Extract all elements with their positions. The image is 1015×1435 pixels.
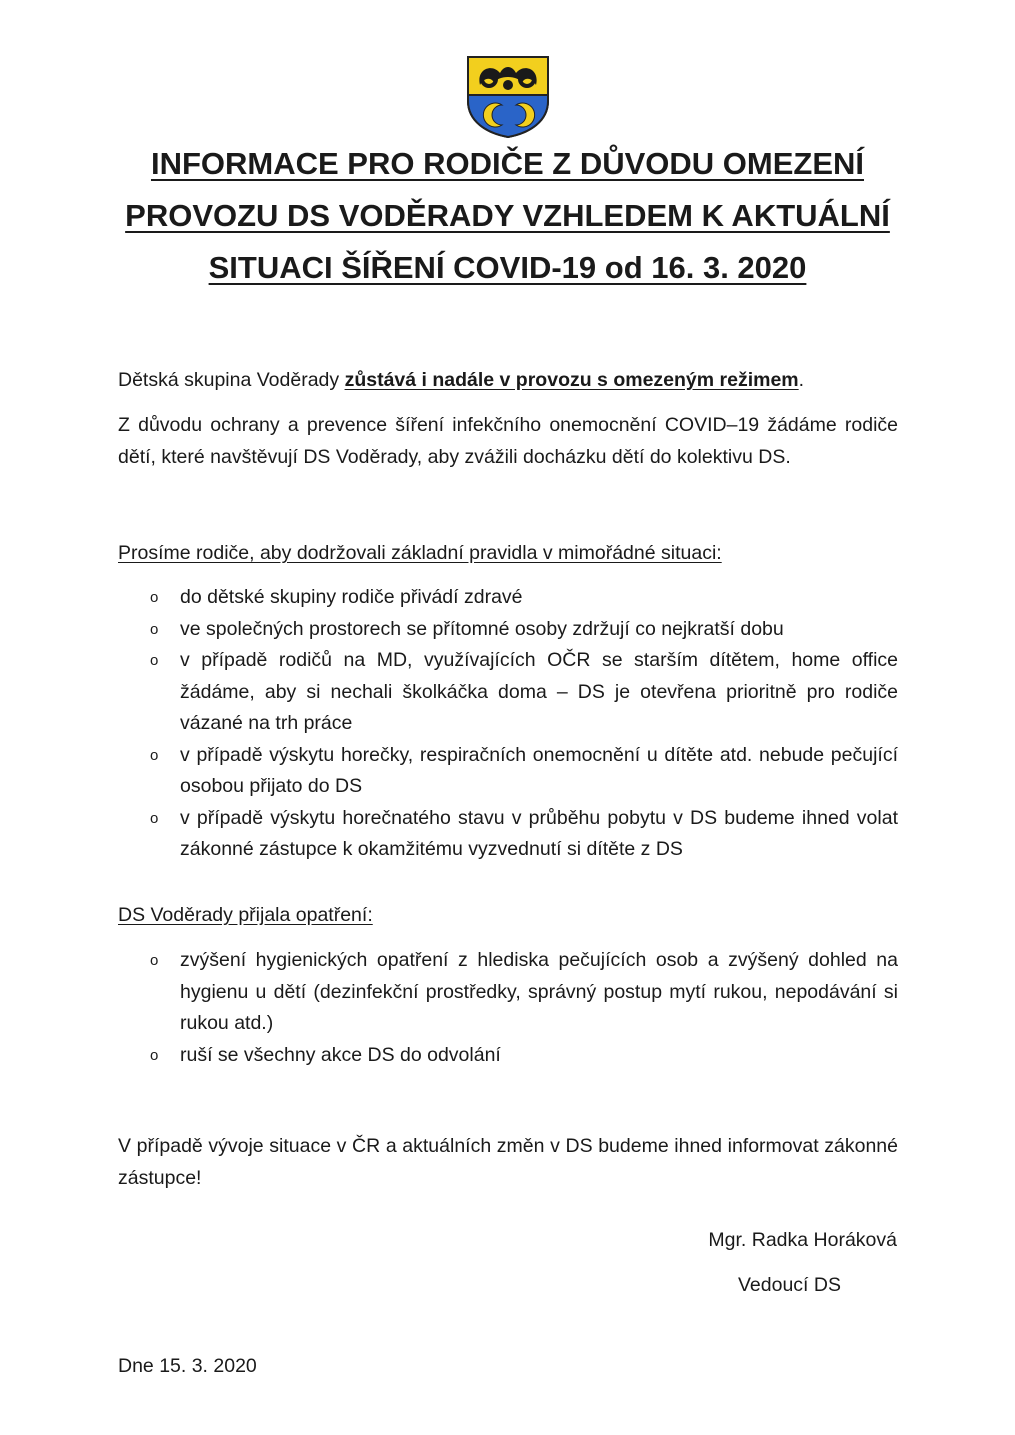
municipal-crest-icon: [466, 55, 550, 139]
paragraph-covid: Z důvodu ochrany a prevence šíření infekčního onemocnění COVID–19 žádáme rodiče dětí, které navštěvují DS Voděrady, aby zvážili docházku dětí do kolektivu DS.: [118, 414, 898, 468]
bullet-icon: o: [150, 620, 159, 638]
list-item: [118, 645, 898, 740]
signature-name: Mgr. Radka Horáková: [708, 1229, 897, 1251]
list-item-text: do dětské skupiny rodiče přivádí zdravé: [180, 586, 523, 608]
title-line-1: INFORMACE PRO RODIČE Z DŮVODU OMEZENÍ: [150, 146, 864, 181]
list-item-text: zvýšení hygienických opatření z hlediska pečujících osob a zvýšený dohled na hygienu u dětí (dezinfekční prostředky, správný postup mytí rukou, nepodávání si rukou atd.): [180, 949, 898, 1034]
list-item-text: v případě výskytu horečky, respiračních onemocnění u dítěte atd. nebude pečující osobou přijato do DS: [180, 743, 898, 797]
intro-paragraph: [118, 364, 898, 396]
title-line-2: PROVOZU DS VODĚRADY VZHLEDEM K AKTUÁLNÍ: [125, 198, 890, 233]
measures-list: [118, 945, 898, 1071]
intro-suffix: .: [798, 369, 805, 391]
list-item: [118, 582, 898, 614]
list-item: [118, 1040, 898, 1072]
rules-heading: [118, 537, 898, 569]
rules-heading-text: Prosíme rodiče, aby dodržovali základní pravidla v mimořádné situaci:: [118, 542, 722, 564]
closing-paragraph: V případě vývoje situace v ČR a aktuálních změn v DS budeme ihned informovat zákonné zástupce!: [118, 1135, 898, 1189]
document-date: Dne 15. 3. 2020: [118, 1355, 257, 1377]
measures-heading-text: DS Voděrady přijala opatření:: [118, 904, 373, 926]
list-item: [118, 945, 898, 1040]
list-item: [118, 740, 898, 803]
bullet-icon: o: [150, 952, 159, 969]
intro-prefix: Dětská skupina Voděrady: [118, 369, 345, 391]
bullet-icon: o: [150, 746, 159, 764]
bullet-icon: o: [150, 809, 159, 827]
list-item: [118, 803, 898, 866]
intro-emphasis: zůstává i nadále v provozu s omezeným režimem: [344, 369, 799, 391]
signature-role: Vedoucí DS: [738, 1274, 841, 1296]
list-item-text: ruší se všechny akce DS do odvolání: [180, 1043, 501, 1066]
rules-list: [118, 582, 898, 866]
bullet-icon: o: [150, 1046, 159, 1064]
list-item-text: ve společných prostorech se přítomné osoby zdržují co nejkratší dobu: [180, 617, 784, 640]
list-item: [118, 614, 898, 646]
document-title: [80, 138, 935, 294]
list-item-text: v případě rodičů na MD, využívajících OČR se starším dítětem, home office žádáme, aby si nechali školkáčka doma – DS je otevřena prioritně pro rodiče vázané na trh práce: [180, 649, 898, 734]
measures-heading: [118, 899, 898, 931]
bullet-icon: o: [150, 652, 159, 669]
list-item-text: v případě výskytu horečnatého stavu v průběhu pobytu v DS budeme ihned volat zákonné zástupce k okamžitému vyzvednutí si dítěte z DS: [180, 806, 898, 860]
title-line-3: SITUACI ŠÍŘENÍ COVID-19 od 16. 3. 2020: [208, 250, 807, 285]
bullet-icon: o: [150, 589, 159, 606]
